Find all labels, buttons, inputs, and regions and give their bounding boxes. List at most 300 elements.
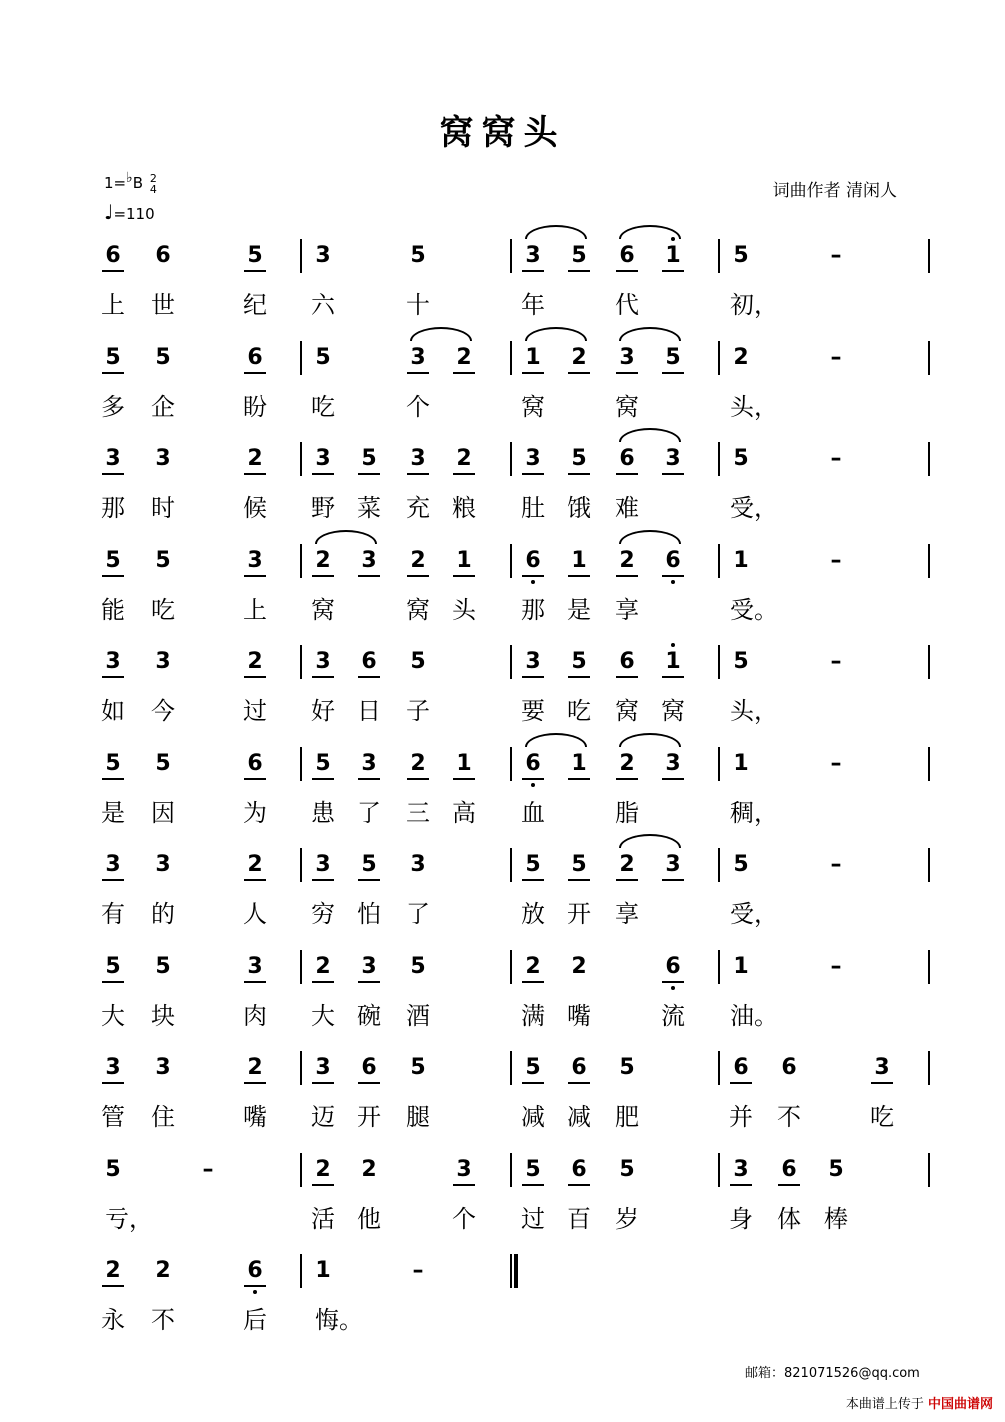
footer-prefix: 本曲谱上传于	[845, 1397, 924, 1412]
note-underline	[102, 676, 124, 678]
note: 3	[525, 649, 541, 674]
note-underline	[244, 473, 266, 475]
lyric: 患	[311, 799, 335, 827]
lyric: 窝	[406, 596, 430, 624]
bar-line	[510, 544, 512, 578]
note: 3	[525, 243, 541, 268]
note: 3	[410, 446, 426, 471]
low-octave-dot	[671, 580, 675, 584]
note: 5	[828, 1157, 844, 1182]
note: 1	[733, 954, 749, 979]
note: 3	[105, 1055, 121, 1080]
lyric: 穷	[311, 900, 335, 928]
note-underline	[568, 778, 590, 780]
bar-line	[928, 341, 930, 375]
note: 5	[105, 1157, 121, 1182]
note-underline	[616, 676, 638, 678]
note-underline	[522, 372, 544, 374]
bar-line	[718, 1051, 720, 1085]
note: 5	[665, 345, 681, 370]
note-underline	[568, 676, 590, 678]
lyric: 企	[151, 393, 175, 421]
lyric: 身	[729, 1205, 753, 1233]
note: 5	[733, 446, 749, 471]
note: 5	[155, 751, 171, 776]
lyric: 酒	[406, 1002, 430, 1030]
lyric: 难	[615, 494, 639, 522]
note: 3	[733, 1157, 749, 1182]
note: 5	[105, 954, 121, 979]
note: 6	[525, 751, 541, 776]
note-underline	[102, 778, 124, 780]
key-signature	[104, 170, 157, 195]
slur	[525, 225, 587, 239]
lyric: 肉	[243, 1002, 267, 1030]
lyric: 年	[521, 291, 545, 319]
lyric: 三	[406, 799, 430, 827]
note: 5	[619, 1157, 635, 1182]
note: 5	[733, 243, 749, 268]
lyric: 上	[243, 596, 267, 624]
note: 2	[361, 1157, 377, 1182]
slur	[525, 733, 587, 747]
note: 6	[525, 548, 541, 573]
slur	[619, 428, 681, 442]
note: 3	[410, 345, 426, 370]
lyric: 头	[452, 596, 476, 624]
lyric: 永	[101, 1306, 125, 1334]
lyric: 个	[452, 1205, 476, 1233]
bar-line	[718, 239, 720, 273]
note-underline	[244, 575, 266, 577]
note: 1	[665, 243, 681, 268]
lyric: 减	[567, 1103, 591, 1131]
lyric: 六	[311, 291, 335, 319]
note: 5	[315, 345, 331, 370]
lyric: 了	[357, 799, 381, 827]
lyric: 时	[151, 494, 175, 522]
lyric: 受。	[730, 596, 778, 624]
note-underline	[102, 473, 124, 475]
note: 3	[247, 548, 263, 573]
key-prefix: 1=	[104, 174, 127, 192]
note: 3	[619, 345, 635, 370]
lyric: 减	[521, 1103, 545, 1131]
note: 2	[456, 446, 472, 471]
note-underline	[730, 1082, 752, 1084]
lyric: 日	[357, 697, 381, 725]
bar-line	[300, 341, 302, 375]
bar-line	[718, 950, 720, 984]
note: 3	[525, 446, 541, 471]
note: 2	[105, 1258, 121, 1283]
note: 3	[315, 1055, 331, 1080]
lyric: 他	[357, 1205, 381, 1233]
note-underline	[453, 575, 475, 577]
note: 5	[315, 751, 331, 776]
lyric: 后	[243, 1306, 267, 1334]
note: 3	[105, 852, 121, 877]
lyric: 窝	[661, 697, 685, 725]
lyric: 岁	[615, 1205, 639, 1233]
note: 6	[619, 243, 635, 268]
note: 3	[361, 954, 377, 979]
lyric: 流	[661, 1002, 685, 1030]
bar-line	[300, 442, 302, 476]
bar-line	[300, 950, 302, 984]
low-octave-dot	[531, 783, 535, 787]
bar-line	[300, 848, 302, 882]
lyric: 如	[101, 697, 125, 725]
lyric: 是	[101, 799, 125, 827]
bar-line	[928, 848, 930, 882]
dash-note: –	[830, 548, 842, 573]
tempo-value: =110	[113, 205, 155, 223]
author-credit: 词曲作者 清闲人	[772, 181, 897, 201]
note: 3	[665, 751, 681, 776]
note: 5	[155, 548, 171, 573]
bar-line	[928, 950, 930, 984]
bar-line	[718, 747, 720, 781]
note: 3	[315, 446, 331, 471]
bar-line	[510, 848, 512, 882]
lyric: 脂	[615, 799, 639, 827]
note-underline	[358, 778, 380, 780]
lyric: 棒	[824, 1205, 848, 1233]
note: 6	[619, 446, 635, 471]
bar-line	[510, 1051, 512, 1085]
note: 5	[619, 1055, 635, 1080]
note: 5	[571, 446, 587, 471]
note: 6	[619, 649, 635, 674]
lyric: 候	[243, 494, 267, 522]
note-underline	[662, 778, 684, 780]
lyric: 世	[151, 291, 175, 319]
lyric: 血	[521, 799, 545, 827]
lyric: 头，	[730, 393, 778, 421]
bar-line	[510, 1153, 512, 1187]
note-underline	[407, 473, 429, 475]
lyric: 窝	[521, 393, 545, 421]
key-note: B	[132, 174, 144, 192]
lyric: 过	[521, 1205, 545, 1233]
note-underline	[358, 981, 380, 983]
bar-line	[718, 544, 720, 578]
note-underline	[312, 575, 334, 577]
note: 3	[315, 649, 331, 674]
lyric: 个	[406, 393, 430, 421]
dash-note: –	[830, 345, 842, 370]
note-underline	[662, 270, 684, 272]
bar-line	[928, 1153, 930, 1187]
note: 6	[247, 1258, 263, 1283]
note-underline	[407, 778, 429, 780]
note: 2	[410, 548, 426, 573]
note: 5	[410, 1055, 426, 1080]
lyric: 受，	[730, 900, 778, 928]
note: 2	[247, 1055, 263, 1080]
note-underline	[312, 778, 334, 780]
lyric: 能	[101, 596, 125, 624]
note-underline	[244, 1285, 266, 1287]
note: 2	[247, 852, 263, 877]
lyric: 受，	[730, 494, 778, 522]
note: 3	[361, 751, 377, 776]
note-underline	[453, 473, 475, 475]
lyric: 稠，	[730, 799, 778, 827]
note: 1	[456, 548, 472, 573]
note-underline	[358, 676, 380, 678]
lyric: 窝	[311, 596, 335, 624]
bar-line	[510, 747, 512, 781]
note: 3	[155, 1055, 171, 1080]
note: 3	[456, 1157, 472, 1182]
lyric: 满	[521, 1002, 545, 1030]
bar-line	[718, 442, 720, 476]
note-underline	[244, 1082, 266, 1084]
note-underline	[453, 1184, 475, 1186]
lyric: 享	[615, 596, 639, 624]
note-underline	[522, 981, 544, 983]
time-top: 2	[149, 171, 157, 185]
lyric: 住	[151, 1103, 175, 1131]
note-underline	[102, 1082, 124, 1084]
slur	[619, 733, 681, 747]
lyric: 有	[101, 900, 125, 928]
note: 6	[781, 1157, 797, 1182]
note: 3	[155, 446, 171, 471]
note: 5	[733, 649, 749, 674]
lyric: 不	[777, 1103, 801, 1131]
lyric: 饿	[567, 494, 591, 522]
lyric: 亏，	[105, 1205, 153, 1233]
note-underline	[102, 575, 124, 577]
dash-note: –	[830, 243, 842, 268]
note-underline	[312, 473, 334, 475]
lyric: 窝	[615, 697, 639, 725]
lyric: 人	[243, 900, 267, 928]
lyric: 嘴	[567, 1002, 591, 1030]
bar-line	[300, 1051, 302, 1085]
lyric: 是	[567, 596, 591, 624]
lyric: 的	[151, 900, 175, 928]
note: 6	[361, 1055, 377, 1080]
flat-symbol: ♭	[126, 170, 133, 186]
note: 5	[155, 954, 171, 979]
lyric: 了	[406, 900, 430, 928]
note-underline	[453, 778, 475, 780]
note: 2	[315, 954, 331, 979]
note: 1	[456, 751, 472, 776]
lyric: 体	[777, 1205, 801, 1233]
note-underline	[568, 879, 590, 881]
note-underline	[244, 270, 266, 272]
note: 2	[619, 751, 635, 776]
note: 6	[665, 548, 681, 573]
note-underline	[522, 676, 544, 678]
note: 3	[665, 852, 681, 877]
lyric: 菜	[357, 494, 381, 522]
note-underline	[568, 372, 590, 374]
note: 2	[619, 852, 635, 877]
lyric: 吃	[567, 697, 591, 725]
note-underline	[616, 879, 638, 881]
note-underline	[244, 879, 266, 881]
note: 2	[571, 954, 587, 979]
dash-note: –	[830, 649, 842, 674]
note-underline	[407, 372, 429, 374]
slur	[410, 327, 472, 341]
note: 5	[247, 243, 263, 268]
note: 3	[315, 852, 331, 877]
note: 3	[874, 1055, 890, 1080]
note-underline	[407, 575, 429, 577]
time-bottom: 4	[149, 182, 157, 196]
lyric: 吃	[870, 1103, 894, 1131]
bar-line	[928, 1051, 930, 1085]
note: 6	[105, 243, 121, 268]
note: 3	[361, 548, 377, 573]
high-octave-dot	[671, 643, 675, 647]
note-underline	[312, 1082, 334, 1084]
note-underline	[568, 575, 590, 577]
note-underline	[662, 879, 684, 881]
lyric: 子	[406, 697, 430, 725]
lyric: 块	[151, 1002, 175, 1030]
lyric: 吃	[151, 596, 175, 624]
lyric: 悔。	[315, 1306, 363, 1334]
lyric: 吃	[311, 393, 335, 421]
note-underline	[662, 372, 684, 374]
note: 2	[410, 751, 426, 776]
lyric: 过	[243, 697, 267, 725]
note: 3	[105, 649, 121, 674]
lyric: 腿	[406, 1103, 430, 1131]
note: 5	[571, 243, 587, 268]
low-octave-dot	[253, 1290, 257, 1294]
note: 5	[155, 345, 171, 370]
lyric: 不	[151, 1306, 175, 1334]
lyric: 开	[567, 900, 591, 928]
note-underline	[244, 778, 266, 780]
lyric: 野	[311, 494, 335, 522]
bar-line	[510, 645, 512, 679]
note-underline	[244, 372, 266, 374]
note-underline	[730, 1184, 752, 1186]
bar-line	[300, 1153, 302, 1187]
bar-line	[300, 1254, 302, 1288]
dash-note: –	[830, 852, 842, 877]
note: 1	[571, 548, 587, 573]
lyric: 代	[615, 291, 639, 319]
note: 6	[733, 1055, 749, 1080]
bar-line	[510, 1254, 512, 1288]
note-underline	[312, 676, 334, 678]
note: 2	[525, 954, 541, 979]
note: 5	[105, 345, 121, 370]
note: 5	[525, 1157, 541, 1182]
bar-line	[510, 950, 512, 984]
song-title: 窝窝头	[439, 113, 566, 153]
slur	[619, 327, 681, 341]
note-underline	[102, 372, 124, 374]
dash-note: –	[830, 751, 842, 776]
bar-line	[718, 1153, 720, 1187]
lyric: 那	[101, 494, 125, 522]
note: 5	[361, 446, 377, 471]
lyric: 迈	[311, 1103, 335, 1131]
note-underline	[568, 473, 590, 475]
lyric: 油。	[730, 1002, 778, 1030]
bar-line	[300, 544, 302, 578]
note-underline	[522, 879, 544, 881]
dash-note: –	[412, 1258, 424, 1283]
note-underline	[522, 575, 544, 577]
note: 5	[410, 243, 426, 268]
lyric: 纪	[243, 291, 267, 319]
note: 2	[315, 548, 331, 573]
note-underline	[522, 270, 544, 272]
note-underline	[662, 676, 684, 678]
lyric: 头，	[730, 697, 778, 725]
quarter-note-icon: ♩	[104, 200, 114, 224]
note-underline	[662, 981, 684, 983]
note: 6	[665, 954, 681, 979]
note-underline	[358, 879, 380, 881]
note: 1	[733, 548, 749, 573]
note: 6	[247, 751, 263, 776]
note: 1	[315, 1258, 331, 1283]
lyric: 并	[729, 1103, 753, 1131]
bar-line	[510, 239, 512, 273]
note-underline	[102, 981, 124, 983]
lyric: 充	[406, 494, 430, 522]
note: 5	[410, 954, 426, 979]
lyric: 窝	[615, 393, 639, 421]
note-underline	[312, 981, 334, 983]
bar-line	[928, 442, 930, 476]
email-contact: 邮箱：821071526@qq.com	[745, 1366, 920, 1381]
note: 5	[410, 649, 426, 674]
lyric: 盼	[243, 393, 267, 421]
lyric: 开	[357, 1103, 381, 1131]
note: 2	[733, 345, 749, 370]
bar-line	[718, 848, 720, 882]
note-underline	[616, 270, 638, 272]
note: 2	[619, 548, 635, 573]
note-underline	[568, 270, 590, 272]
note: 6	[247, 345, 263, 370]
note: 6	[781, 1055, 797, 1080]
lyric: 十	[406, 291, 430, 319]
note-underline	[522, 1082, 544, 1084]
lyric: 放	[521, 900, 545, 928]
note-underline	[662, 575, 684, 577]
bar-line	[510, 442, 512, 476]
note: 5	[571, 649, 587, 674]
lyric: 因	[151, 799, 175, 827]
slur	[525, 327, 587, 341]
note-underline	[312, 1184, 334, 1186]
bar-line	[718, 341, 720, 375]
note-underline	[102, 1285, 124, 1287]
lyric: 高	[452, 799, 476, 827]
footer-credit	[846, 1393, 993, 1412]
note-underline	[358, 1082, 380, 1084]
note-underline	[616, 372, 638, 374]
dash-note: –	[202, 1157, 214, 1182]
lyric: 活	[311, 1205, 335, 1233]
